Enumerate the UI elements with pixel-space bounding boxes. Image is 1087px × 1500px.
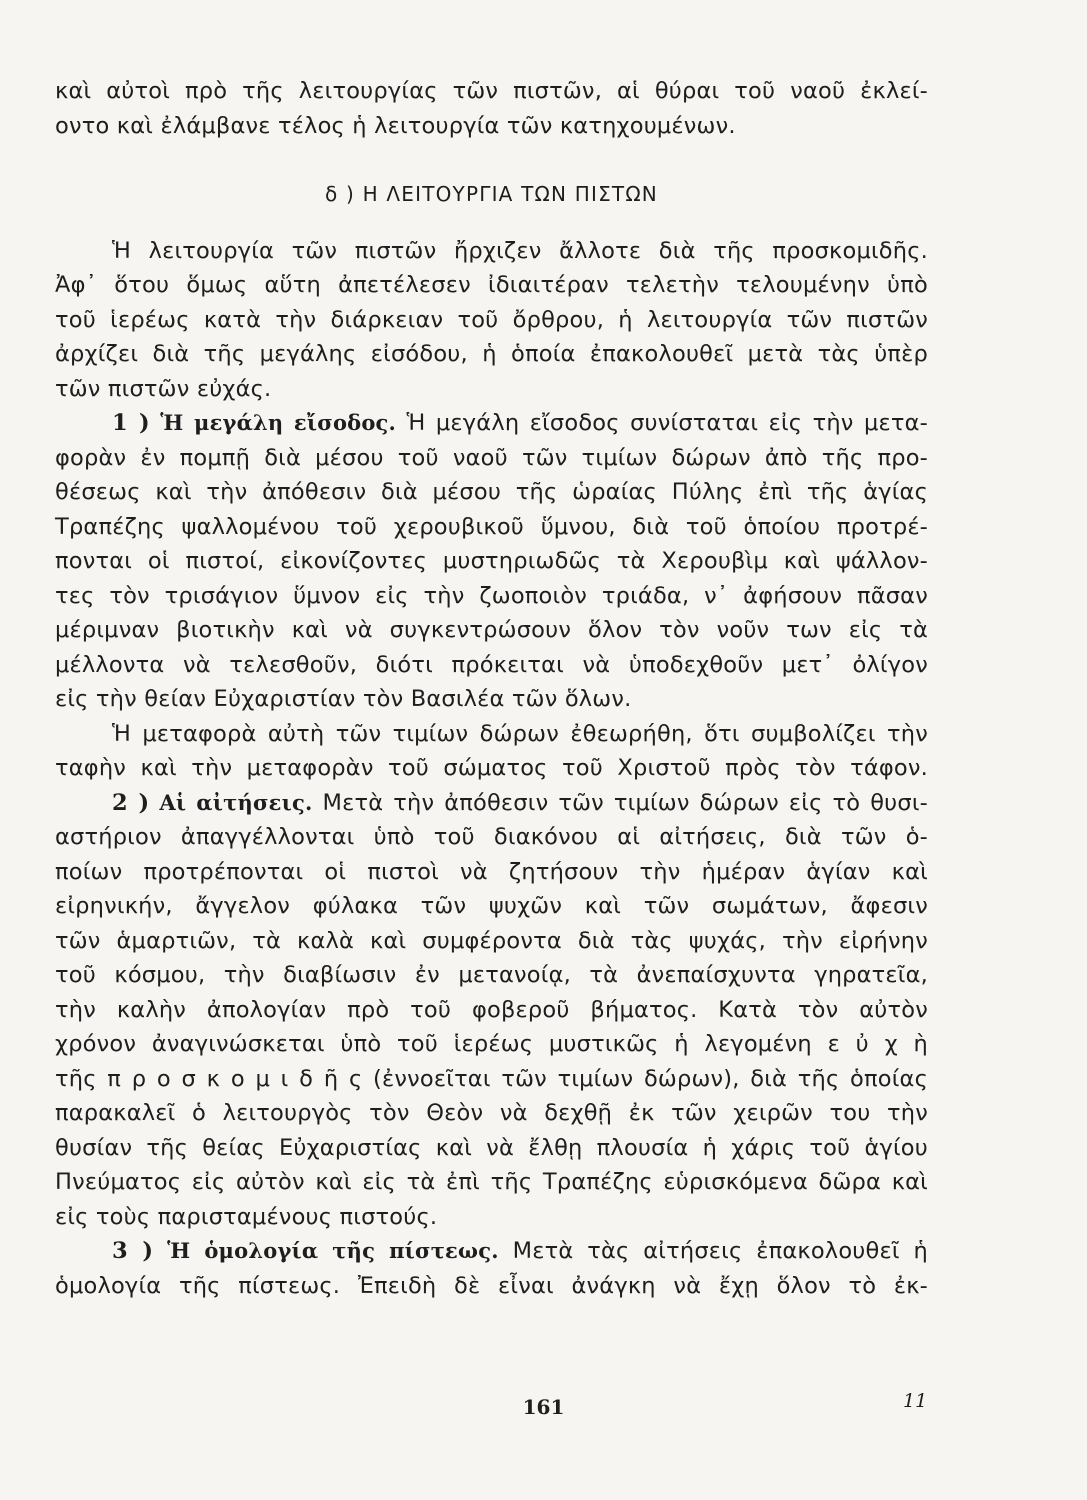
- subsection-first-line: [55, 786, 928, 821]
- text-line: Πνεύματος εἰς αὐτὸν καὶ εἰς τὰ ἐπὶ τῆς Τραπέζης εὑρισκόμενα δῶρα καὶ: [55, 1169, 928, 1195]
- text-line: τοῦ ἱερέως κατὰ τὴν διάρκειαν τοῦ ὄρθρου, ἡ λειτουργία τῶν πιστῶν: [55, 306, 928, 333]
- text-line: τῆς π ρ ο σ κ ο μ ι δ ῆ ς (ἐννοεῖται τῶν τιμίων δώρων), διὰ τῆς ὁποίας: [55, 1065, 928, 1092]
- text-line: ὁμολογία τῆς πίστεως. Ἐπειδὴ δὲ εἶναι ἀνάγκη νὰ ἔχῃ ὅλον τὸ ἐκ-: [55, 1272, 928, 1299]
- signature-mark: 11: [903, 1390, 928, 1412]
- text-line: τῶν ἁμαρτιῶν, τὰ καλὰ καὶ συμφέροντα διὰ τὰς ψυχάς, τὴν εἰρήνην: [55, 927, 928, 954]
- text-line: εἰς τὴν θείαν Εὐχαριστίαν τὸν Βασιλέα τῶν ὅλων.: [55, 686, 632, 712]
- text-line: οντο καὶ ἐλάμβανε τέλος ἡ λειτουργία τῶν κατηχουμένων.: [55, 112, 736, 139]
- text-line: μέλλοντα νὰ τελεσθοῦν, διότι πρόκειται νὰ ὑποδεχθοῦν μετ᾽ ὀλίγον: [55, 651, 928, 678]
- text-line: εἰρηνικήν, ἄγγελον φύλακα τῶν ψυχῶν καὶ τῶν σωμάτων, ἄφεσιν: [55, 893, 928, 919]
- text-line: παρακαλεῖ ὁ λειτουργὸς τὸν Θεὸν νὰ δεχθῇ ἐκ τῶν χειρῶν του τὴν: [55, 1100, 928, 1126]
- subsection-title: Αἱ αἰτήσεις.: [159, 789, 313, 815]
- text-line: καὶ αὐτοὶ πρὸ τῆς λειτουργίας τῶν πιστῶν, αἱ θύραι τοῦ ναοῦ ἐκλεί-: [55, 78, 928, 104]
- text-fragment: Ἡ μεγάλη εἴσοδος συνίσταται εἰς τὴν μετα-: [406, 410, 928, 436]
- text-line: εἰς τοὺς παρισταμένους πιστούς.: [55, 1203, 438, 1230]
- section-heading: δ ) Η ΛΕΙΤΟΥΡΓΙΑ ΤΩΝ ΠΙΣΤΩΝ: [325, 182, 658, 206]
- text-line: ταφὴν καὶ τὴν μεταφορὰν τοῦ σώματος τοῦ Χριστοῦ πρὸς τὸν τάφον.: [55, 755, 928, 781]
- text-line: θέσεως καὶ τὴν ἀπόθεσιν διὰ μέσου τῆς ὡραίας Πύλης ἐπὶ τῆς ἁγίας: [55, 479, 928, 505]
- body-text: [55, 74, 928, 1303]
- text-line: φορὰν ἐν πομπῇ διὰ μέσου τοῦ ναοῦ τῶν τιμίων δώρων ἀπὸ τῆς προ-: [55, 444, 928, 471]
- text-line: τὴν καλὴν ἀπολογίαν πρὸ τοῦ φοβεροῦ βήματος. Κατὰ τὸν αὐτὸν: [55, 996, 928, 1023]
- text-line: Τραπέζης ψαλλομένου τοῦ χερουβικοῦ ὕμνου, διὰ τοῦ ὁποίου προτρέ-: [55, 513, 928, 540]
- text-line: Ἡ μεταφορὰ αὐτὴ τῶν τιμίων δώρων ἐθεωρήθη, ὅτι συμβολίζει τὴν: [112, 720, 928, 747]
- subsection-first-line: [55, 406, 928, 441]
- text-line: τοῦ κόσμου, τὴν διαβίωσιν ἐν μετανοίᾳ, τὰ ἀνεπαίσχυντα γηρατεῖα,: [55, 962, 928, 988]
- text-fragment: Μετὰ τὰς αἰτήσεις ἐπακολουθεῖ ἡ: [512, 1238, 928, 1264]
- subsection-title: Ἡ μεγάλη εἴσοδος.: [160, 410, 397, 435]
- text-line: Ἡ λειτουργία τῶν πιστῶν ἤρχιζεν ἄλλοτε διὰ τῆς προσκομιδῆς.: [112, 237, 928, 264]
- text-line: τες τὸν τρισάγιον ὕμνον εἰς τὴν ζωοποιὸν τριάδα, ν᾽ ἀφήσουν πᾶσαν: [55, 582, 928, 609]
- text-line: ἀρχίζει διὰ τῆς μεγάλης εἰσόδου, ἡ ὁποία ἐπακολουθεῖ μετὰ τὰς ὑπὲρ: [55, 341, 928, 367]
- text-line: μέριμναν βιοτικὴν καὶ νὰ συγκεντρώσουν ὅλον τὸν νοῦν των εἰς τὰ: [55, 617, 928, 643]
- subsection-number: 1 ): [112, 410, 150, 436]
- text-fragment: Μετὰ τὴν ἀπόθεσιν τῶν τιμίων δώρων εἰς τὸ θυσι-: [322, 789, 928, 816]
- text-line: πονται οἱ πιστοί, εἰκονίζοντες μυστηριωδῶς τὰ Χερουβὶμ καὶ ψάλλον-: [55, 548, 928, 574]
- text-line: Ἀφ᾽ ὅτου ὅμως αὕτη ἀπετέλεσεν ἰδιαιτέραν τελετὴν τελουμένην ὑπὸ: [55, 272, 928, 298]
- text-line: ποίων προτρέπονται οἱ πιστοὶ νὰ ζητήσουν τὴν ἡμέραν ἁγίαν καὶ: [55, 858, 928, 885]
- text-line: θυσίαν τῆς θείας Εὐχαριστίας καὶ νὰ ἔλθῃ πλουσία ἡ χάρις τοῦ ἁγίου: [55, 1134, 928, 1161]
- text-line: τῶν πιστῶν εὐχάς.: [55, 375, 272, 402]
- subsection-title: Ἡ ὁμολογία τῆς πίστεως.: [167, 1238, 499, 1263]
- subsection-first-line: [55, 1234, 928, 1269]
- subsection-number: 3 ): [112, 1238, 154, 1264]
- text-line: αστήριον ἀπαγγέλλονται ὑπὸ τοῦ διακόνου αἱ αἰτήσεις, διὰ τῶν ὁ-: [55, 824, 928, 850]
- subsection-number: 2 ): [112, 789, 150, 816]
- page-number: 161: [522, 1395, 565, 1419]
- text-line: χρόνον ἀναγινώσκεται ὑπὸ τοῦ ἱερέως μυστικῶς ἡ λεγομένη ε ὐ χ ὴ: [55, 1031, 928, 1057]
